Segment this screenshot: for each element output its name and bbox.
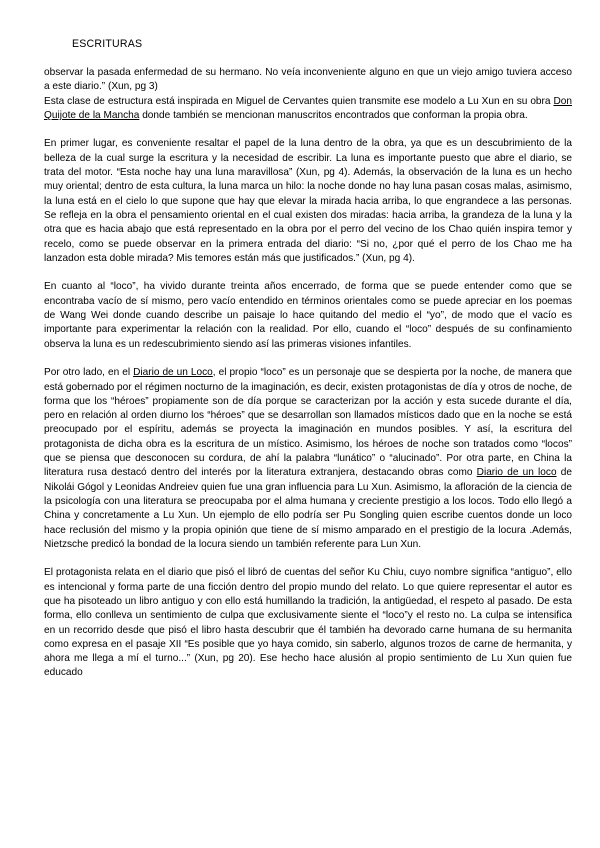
paragraph-4: En cuanto al “loco”, ha vivido durante treinta años encerrado, de forma que se puede entender como que se encontraba vacío de sí mismo, pero vacío entendido en términos orientales como se puede apreciar en los poemas de Wang Wei donde cuando describe un paisaje lo hace quitando del medio el “yo”, de modo que el vacío es importante para experimentar la relación con la realidad. Por ello, cuando el “loco” después de su confinamiento observa la luna es un redescubrimiento siendo así las primeras visiones infantiles. bbox=[44, 281, 572, 350]
book-title-don-quijote: Don Quijote de la Mancha bbox=[44, 95, 572, 121]
body-text bbox=[44, 66, 572, 681]
book-title-diario-de-un-loco-gogol: Diario de un loco bbox=[476, 467, 557, 479]
paragraph-5-text-a: Por otro lado, en el bbox=[44, 367, 134, 379]
paragraph-2 bbox=[44, 95, 572, 124]
paragraph-2-text-b: donde también se mencionan manuscritos encontrados que conforman la propia obra. bbox=[139, 109, 528, 121]
book-title-diario-de-un-loco: Diario de un Loco bbox=[133, 367, 213, 379]
paragraph-5-text-b: , el propio “loco” es un personaje que se despierta por la noche, de manera que está gobernado por el régimen nocturno de la imaginación, es decir, existen protagonistas de día y otros de noche, de forma que los “héroes” propiamente son de día porque se caracterizan por la acción y esta sucede durante el día, pero en relación al orden diurno los “héroes” que se desarrollan son llamados místicos dado que en la noche se está preocupado por el espíritu, además se proyecta la imaginación en mundos posibles. Y así, la escritura del protagonista de dicha obra es la escritura de un místico. Asimismo, los héroes de noche son tratados como “locos” que se piensa que desconocen su cordura, de ahí la palabra “lunático” o “alucinado”. Por otra parte, en China la literatura rusa destacó dentro del interés por la literatura extranjera, destacando obras como bbox=[44, 367, 573, 479]
paragraph-3: En primer lugar, es conveniente resaltar el papel de la luna dentro de la obra, ya que es un descubrimiento de la belleza de la cual surge la escritura y la necesidad de escribir. La luna es importante puesto que abre el diario, se trata del motor. “Esta noche hay una luna maravillosa” (Xun, pg 4). Además, la observación de la luna es un hecho muy oriental; dentro de esta cultura, la luna marca un hilo: la noche donde no hay luna pasan cosas malas, asimismo, la luna está en el cielo lo que supone que hay que elevar la mirada hacia arriba, lo que engrandece a las personas. Se refleja en la obra el pensamiento oriental en el cual existen dos miradas: hacia arriba, la grandeza de la luna y la otra que es hacia abajo que está representado en la obra por el perro del vecino de los Chao quién inspira temor y recelo, como se puede observar en la primera entrada del diario: “Si no, ¿por qué el perro de los Chao me ha lanzadon esta doble mirada? Mis temores están más que justificados.” (Xun, pg 4). bbox=[44, 138, 572, 264]
paragraph-5 bbox=[44, 366, 572, 552]
paragraph-5-text-c: de Nikolái Gógol y Leonidas Andreiev quien fue una gran influencia para Lu Xun. Asimismo, la afloración de la ciencia de la psicología con una literatura se preocupaba por el alma humana y creciente prestigio a los locos. Todo ello llegó a China y concretamente a Lu Xun. Un ejemplo de ello podría ser Pu Songling quien escribe cuentos donde un loco hace reclusión del mismo y la propia opinión que tiene de sí mismo amparado en el prestigio de la locura .Además, Nietzsche predicó la bondad de la locura siendo un también referente para Lun Xun. bbox=[44, 467, 572, 550]
paragraph-2-text-a: Esta clase de estructura está inspirada en Miguel de Cervantes quien transmite ese modelo a Lu Xun en su obra bbox=[44, 95, 554, 107]
paragraph-1: observar la pasada enfermedad de su hermano. No veía inconveniente alguno en que un viejo amigo tuviera acceso a este diario.” (Xun, pg 3) bbox=[44, 67, 572, 93]
paragraph-6: El protagonista relata en el diario que pisó el libró de cuentas del señor Ku Chiu, cuyo nombre significa “antiguo”, ello es intencional y forma parte de una ficción dentro del propio mundo del relato. Lo que quiere representar el autor es que ha pisoteado un libro antiguo y con ello está humillando la tradición, la antigüedad, el respeto al pasado. De esta forma, ello conlleva un sentimiento de culpa que exclusivamente siente el “loco”y el resto no. La culpa se intensifica en un recorrido desde que pisó el libro hasta descubrir que él también ha devorado carne humana de su hermanita como expresa en el pasaje XII “Es posible que yo haya comido, sin saberlo, algunos trozos de carne de hermanita, y ahora me llega a mí el turno...” (Xun, pg 20). Ese hecho hace alusión al propio sentimiento de Lu Xun quien fue educado bbox=[44, 567, 572, 679]
running-header: ESCRITURAS bbox=[72, 38, 143, 50]
